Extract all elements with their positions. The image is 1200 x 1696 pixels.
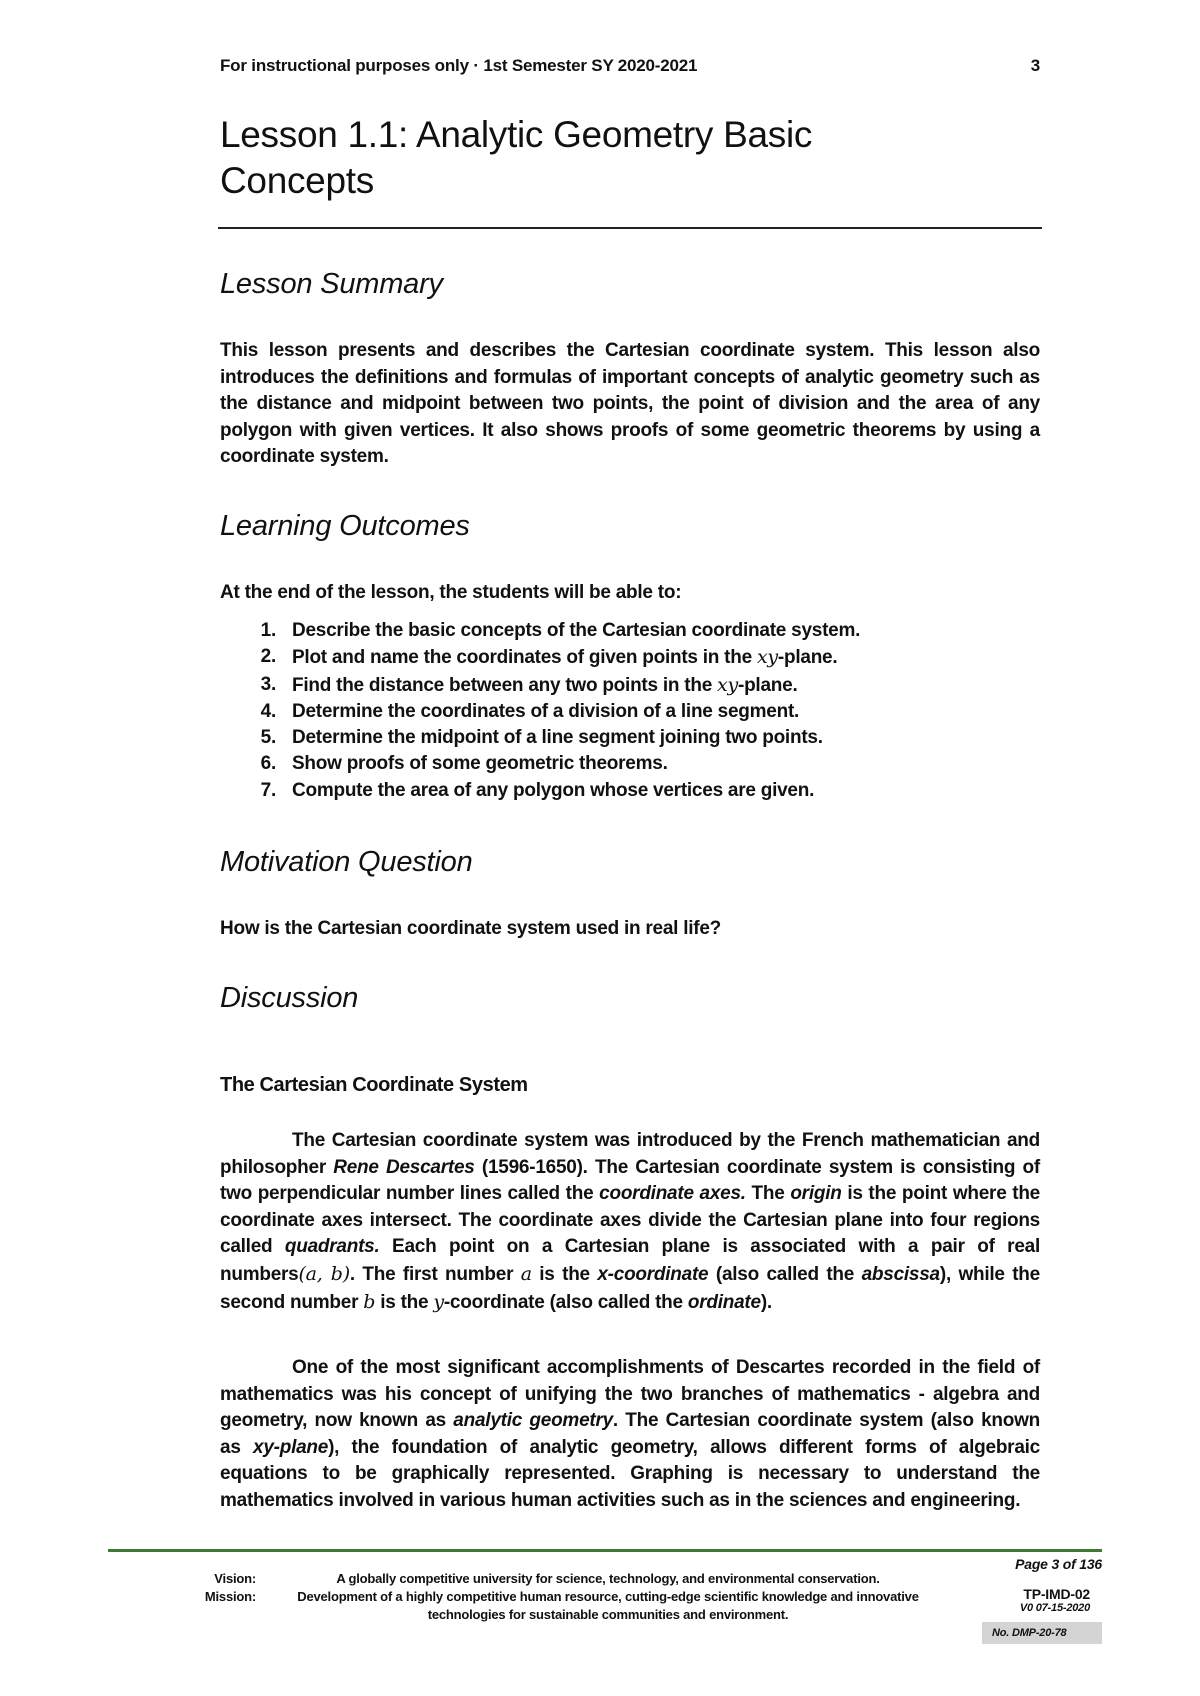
mission-text: Development of a highly competitive human resource, cutting-edge scientific knowledge and innovative technologies for sustainable communities and environment.: [297, 1589, 919, 1622]
list-item: 2. Plot and name the coordinates of given points in the xy-plane.: [260, 646, 838, 669]
vision-text: A globally competitive university for science, technology, and environmental conservation.: [336, 1571, 880, 1586]
vision-label: Vision:: [214, 1571, 256, 1586]
page-header: [220, 56, 1040, 76]
footer-labels: [166, 1570, 256, 1606]
document-number-badge: No. DMP-20-78: [982, 1622, 1102, 1644]
cartesian-subheading: The Cartesian Coordinate System: [220, 1074, 528, 1096]
motivation-heading: Motivation Question: [220, 846, 473, 878]
document-version: V0 07-15-2020: [1019, 1602, 1090, 1614]
footer-meta: [972, 1556, 1102, 1644]
document-code: TP-IMD-02: [1023, 1586, 1090, 1602]
footer-divider: [108, 1549, 1102, 1552]
title-line-2: Concepts: [220, 160, 374, 201]
mission-label: Mission:: [204, 1589, 256, 1604]
lesson-summary-heading: Lesson Summary: [220, 268, 443, 300]
footer-statements: [278, 1570, 938, 1624]
header-note: For instructional purposes only · 1st Semester SY 2020-2021: [220, 56, 698, 75]
discussion-heading: Discussion: [220, 982, 359, 1014]
list-item: 7. Compute the area of any polygon whose vertices are given.: [260, 779, 815, 801]
motivation-question: How is the Cartesian coordinate system used in real life?: [220, 918, 722, 939]
footer-page-count: Page 3 of 136: [1015, 1556, 1102, 1572]
lesson-summary-text: This lesson presents and describes the Cartesian coordinate system. This lesson also introduces the definitions and formulas of important concepts of analytic geometry such as the distance and midpoint between two points, the point of division and the area of any polygon with given vertices. It also shows proofs of some geometric theorems by using a coordinate system.: [220, 340, 1040, 467]
learning-outcomes-list: [220, 618, 1040, 804]
learning-outcomes-heading: Learning Outcomes: [220, 510, 470, 542]
list-item: 6. Show proofs of some geometric theorems.: [260, 753, 668, 775]
header-page-number: 3: [1030, 56, 1040, 75]
list-item: 5. Determine the midpoint of a line segment joining two points.: [260, 727, 823, 749]
title-divider: [218, 227, 1042, 229]
list-item: 4. Determine the coordinates of a division of a line segment.: [260, 700, 800, 722]
learning-outcomes-intro: At the end of the lesson, the students will be able to:: [220, 582, 682, 603]
page-footer: [108, 1556, 1102, 1676]
discussion-paragraph-1: The Cartesian coordinate system was introduced by the French mathematician and philosopher Rene Descartes (1596-1650). The Cartesian coordinate system is consisting of two perpendicular number lines called the coordinate axes. The origin is the point where the coordinate axes intersect. The coordinate axes divide the Cartesian plane into four regions called quadrants. Each point on a Cartesian plane is associated with a pair of real numbers(a, b). The first number a is the x-coordinate (also called the abscissa), while the second number b is the y-coordinate (also called the ordinate).: [220, 1130, 1040, 1313]
list-item: 3. Find the distance between any two points in the xy-plane.: [260, 673, 798, 696]
page-title: [220, 112, 1040, 204]
list-item: 1. Describe the basic concepts of the Cartesian coordinate system.: [260, 620, 861, 641]
discussion-paragraph-2: One of the most significant accomplishments of Descartes recorded in the field of mathematics was his concept of unifying the two branches of mathematics - algebra and geometry, now known as analytic geometry. The Cartesian coordinate system (also known as xy-plane), the foundation of analytic geometry, allows different forms of algebraic equations to be graphically represented. Graphing is necessary to understand the mathematics involved in various human activities such as in the sciences and engineering.: [220, 1357, 1040, 1511]
title-line-1: Lesson 1.1: Analytic Geometry Basic: [220, 114, 813, 155]
